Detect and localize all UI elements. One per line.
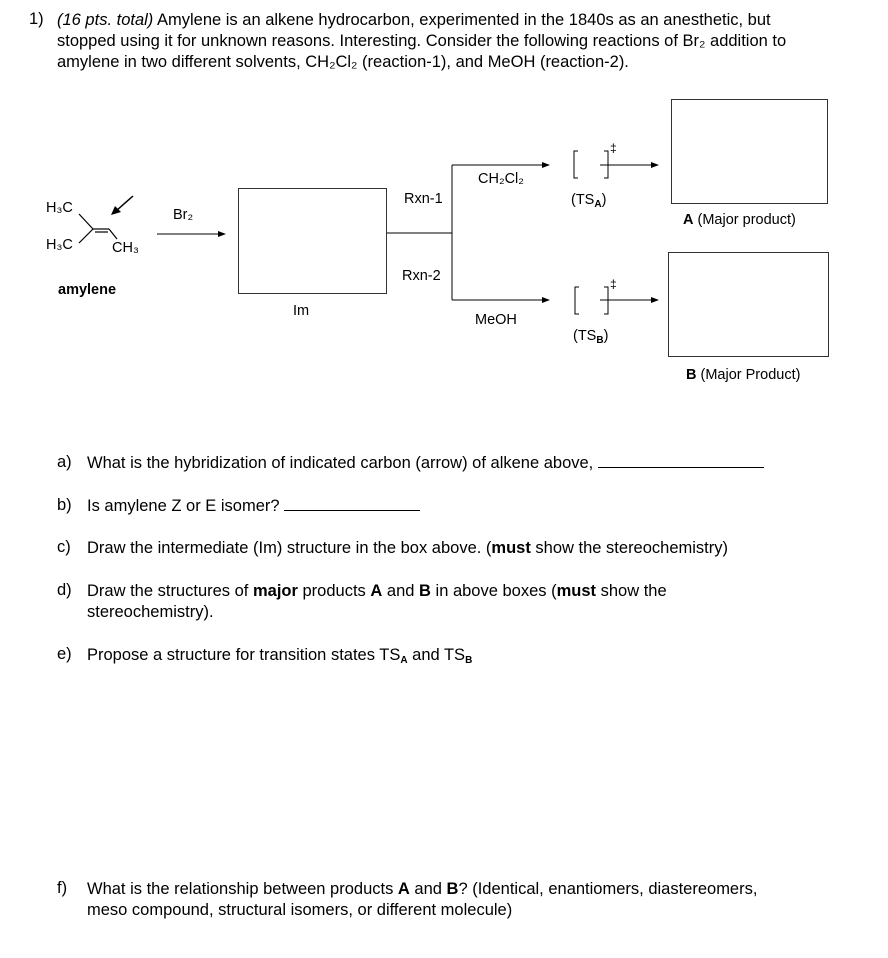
question-e-sub2: B — [465, 655, 473, 666]
question-a — [87, 453, 764, 474]
product-a-label — [683, 212, 796, 228]
question-b — [87, 496, 420, 517]
question-e — [87, 645, 472, 666]
question-f-text2: and — [409, 880, 447, 898]
intro-text-1: Amylene is an alkene hydrocarbon, experimented in the 1840s as an anesthetic, but — [156, 11, 771, 29]
ts-a-label — [571, 192, 606, 208]
question-d-line1 — [87, 581, 667, 602]
question-d-bold3: B — [419, 582, 431, 600]
question-f-bold2: B — [446, 880, 459, 898]
points-label: (16 pts. total) — [57, 11, 154, 29]
product-a-box[interactable] — [671, 99, 828, 204]
question-f-bold1: A — [397, 880, 410, 898]
question-e-text1: Propose a structure for transition states TS — [87, 646, 401, 664]
solvent1-label: CH₂Cl₂ — [478, 171, 524, 187]
question-a-letter: a) — [57, 453, 72, 471]
question-c-text2: show the stereochemistry) — [530, 539, 728, 557]
ts-b-suffix: ) — [603, 328, 609, 344]
question-c-text1: Draw the intermediate (Im) structure in the box above. ( — [87, 539, 492, 557]
question-f-line2: meso compound, structural isomers, or different molecule) — [87, 901, 513, 919]
ts-a-subscript: A — [594, 199, 602, 210]
question-a-text: What is the hybridization of indicated carbon (arrow) of alkene above, — [87, 454, 594, 472]
ts-b-label — [573, 328, 608, 344]
question-d-text5: show the — [596, 582, 667, 600]
question-c-bold: must — [491, 539, 531, 557]
ts-b-dagger: ‡ — [610, 277, 617, 291]
rxn2-label: Rxn-2 — [402, 268, 441, 284]
amylene-skeleton — [79, 214, 117, 243]
intermediate-label: Im — [293, 303, 310, 319]
reagent-label: Br₂ — [173, 207, 194, 223]
question-number: 1) — [29, 10, 44, 28]
question-d-text2: products — [297, 582, 371, 600]
question-intro-line3: amylene in two different solvents, CH₂Cl₂ (reaction-1), and MeOH (reaction-2). — [57, 53, 629, 71]
reagent-arrow — [157, 231, 226, 237]
ts-a-prefix: (TS — [571, 192, 595, 208]
question-d-bold2: A — [370, 582, 383, 600]
solvent2-label: MeOH — [475, 312, 517, 328]
product-b-label — [686, 367, 800, 383]
question-f-text3: ? (Identical, enantiomers, diastereomers, — [458, 880, 758, 898]
ts-b-prefix: (TS — [573, 328, 597, 344]
question-d-letter: d) — [57, 581, 72, 599]
ch3-label: CH₃ — [112, 240, 139, 256]
indicator-arrow-icon — [111, 196, 133, 215]
intermediate-box[interactable] — [238, 188, 387, 294]
product-a-letter: A — [683, 212, 694, 228]
question-c — [87, 538, 728, 559]
question-d-bold1: major — [252, 582, 298, 600]
product-b-box[interactable] — [668, 252, 829, 357]
ts-a-dagger: ‡ — [610, 141, 617, 155]
rxn1-label: Rxn-1 — [404, 191, 443, 207]
ts-a-suffix: ) — [601, 192, 607, 208]
question-f-letter: f) — [57, 879, 68, 897]
question-f-line1 — [87, 879, 757, 900]
question-d-text1: Draw the structures of — [87, 582, 253, 600]
product-b-letter: B — [686, 367, 697, 383]
question-e-sub1: A — [400, 655, 408, 666]
question-f-text1: What is the relationship between products — [87, 880, 398, 898]
question-d-line2: stereochemistry). — [87, 603, 214, 621]
ts-b-subscript: B — [596, 335, 604, 346]
answer-a-blank[interactable] — [598, 453, 764, 468]
amylene-label: amylene — [58, 282, 117, 298]
question-b-text: Is amylene Z or E isomer? — [87, 497, 280, 515]
answer-b-blank[interactable] — [284, 496, 420, 511]
h3c-bottom-label: H₃C — [46, 237, 73, 253]
question-e-text2: and TS — [407, 646, 466, 664]
question-c-letter: c) — [57, 538, 71, 556]
question-b-letter: b) — [57, 496, 72, 514]
question-e-letter: e) — [57, 645, 72, 663]
product-b-text: (Major Product) — [696, 367, 801, 383]
question-d-text4: in above boxes ( — [430, 582, 557, 600]
question-intro-line2: stopped using it for unknown reasons. Interesting. Consider the following reactions of Br₂ addition to — [57, 32, 787, 50]
question-d-bold4: must — [556, 582, 597, 600]
question-d-text3: and — [382, 582, 420, 600]
h3c-top-label: H₃C — [46, 200, 73, 216]
product-a-text: (Major product) — [693, 212, 796, 228]
